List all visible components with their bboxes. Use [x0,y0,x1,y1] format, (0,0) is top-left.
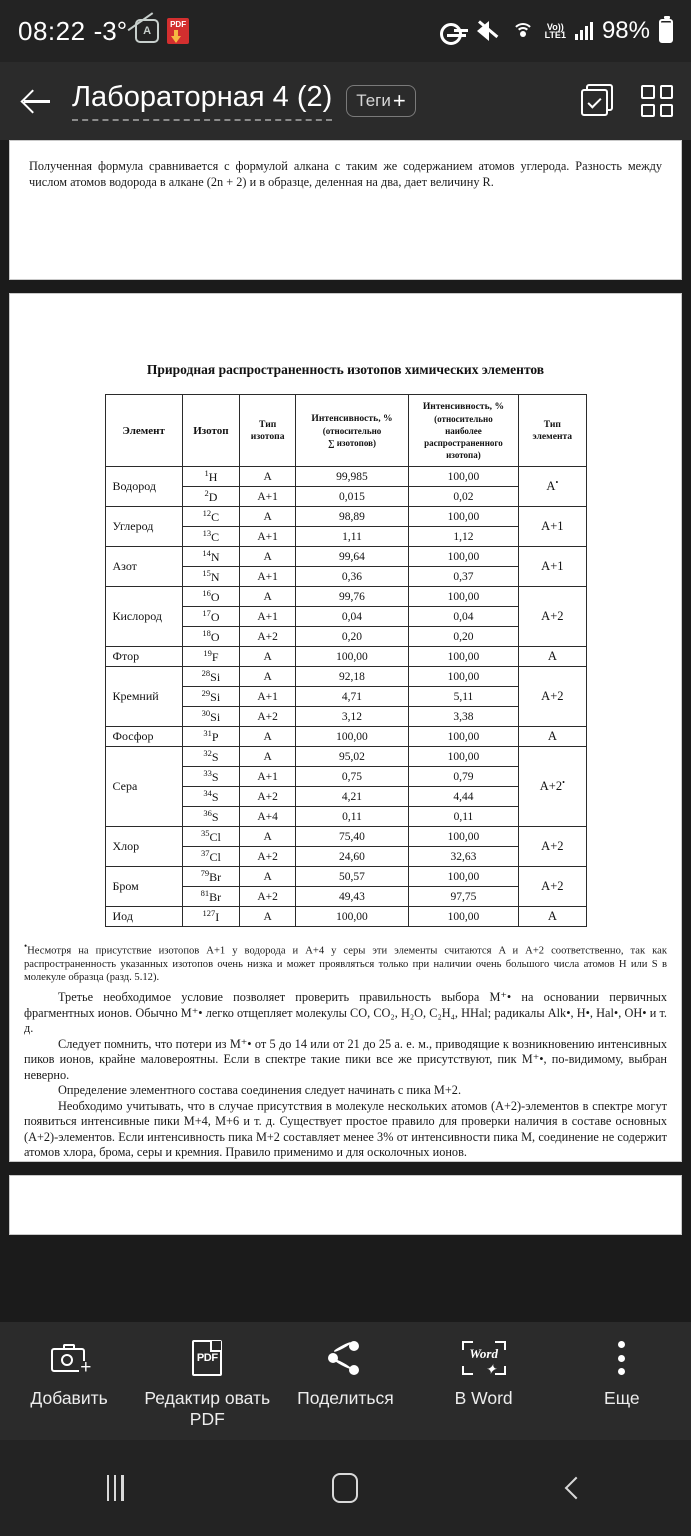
cell-isotope: $^{34}$S [182,787,239,807]
table-row [105,667,586,687]
cell-intensity-sum: 49,43 [296,887,408,907]
isotope-abundance-table [105,394,587,927]
toolbar-item-edit-pdf[interactable] [143,1338,271,1430]
share-icon [328,1338,362,1378]
cell-intensity-relative: 1,12 [408,527,518,547]
app-bar [0,62,691,140]
cell-isotope-type: A+4 [240,807,296,827]
table-row [105,747,586,767]
cell-element-type: A+1 [519,547,586,587]
cell-intensity-sum: 1,11 [296,527,408,547]
cell-isotope: $^{18}$O [182,627,239,647]
cell-isotope-type: A [240,467,296,487]
cell-intensity-sum: 24,60 [296,847,408,867]
intensity-sum-l3: ∑ изотопов) [328,437,376,448]
table-row [105,907,586,927]
cell-element-type: A [519,647,586,667]
cell-intensity-relative: 0,37 [408,567,518,587]
cell-intensity-relative: 3,38 [408,707,518,727]
system-nav-bar [0,1440,691,1536]
cell-isotope-type: A+1 [240,767,296,787]
cell-isotope: $^{28}$Si [182,667,239,687]
status-bar-right [440,17,673,45]
intensity-sum-l1: Интенсивность, % [311,412,393,424]
cell-element-type: A+2 [519,827,586,867]
document-page-1 [9,140,682,280]
cell-intensity-sum: 99,985 [296,467,408,487]
intensity-rel-l5: изотопа) [446,449,481,460]
cell-intensity-relative: 0,04 [408,607,518,627]
volte-icon [545,23,566,39]
cell-element: Хлор [105,827,182,867]
status-clock: 08:22 [18,15,86,46]
status-bar [0,0,691,62]
cell-intensity-sum: 98,89 [296,507,408,527]
cell-isotope-type: A [240,547,296,567]
pdf-edit-icon: PDF [192,1338,222,1378]
grid-view-icon[interactable] [641,85,673,117]
cell-isotope: $^{36}$S [182,807,239,827]
cell-intensity-sum: 0,04 [296,607,408,627]
cell-element: Фосфор [105,727,182,747]
cell-element: Фтор [105,647,182,667]
col-header-intensity-relative [408,395,518,467]
more-vertical-icon [618,1338,626,1378]
table-header-row [105,395,586,467]
cell-isotope-type: A [240,667,296,687]
col-header-intensity-sum [296,395,408,467]
cell-isotope-type: A [240,827,296,847]
cell-intensity-relative: 100,00 [408,827,518,847]
table-row [105,467,586,487]
cell-intensity-relative: 100,00 [408,907,518,927]
battery-percent-label: 98% [601,17,650,44]
cell-isotope: $^{17}$O [182,607,239,627]
select-pages-icon[interactable] [581,84,615,118]
cell-element-type: A+1 [519,507,586,547]
cell-isotope-type: A+2 [240,787,296,807]
cell-intensity-sum: 100,00 [296,907,408,927]
cell-intensity-relative: 32,63 [408,847,518,867]
cell-element: Сера [105,747,182,827]
camera-add-icon: + [51,1338,87,1378]
cell-intensity-sum: 99,76 [296,587,408,607]
cell-isotope-type: A [240,907,296,927]
page2-paragraph-2: Следует помнить, что потери из М⁺• от 5 до 14 или от 21 до 25 а. е. м., приводящие к возникновению интенсивных пиков ионов, крайне маловероятны. Если в спектре такие пики все же присутствуют, пик М⁺•, по-видимому, выбран неверно. [24,1036,667,1082]
cell-intensity-sum: 100,00 [296,647,408,667]
battery-icon [659,19,673,43]
cell-intensity-sum: 100,00 [296,727,408,747]
toolbar-item-add[interactable] [5,1338,133,1409]
cell-intensity-sum: 4,71 [296,687,408,707]
cell-intensity-relative: 100,00 [408,867,518,887]
page2-paragraph-4: Необходимо учитывать, что в случае присутствия в молекуле нескольких атомов (A+2)-элементов в спектре могут появиться интенсивные пики M+4, M+6 и т. д. Существует простое правило для проверки наличия в составе основных (A+2)-элементов. Если интенсивность пика M+2 составляет менее 3% от интенсивности пика M, соединение не содержит атомов хлора, брома, серы и кремния. Правило применимо и для осколочных ионов. [24,1098,667,1160]
mute-icon [477,21,501,41]
cell-isotope: $^{19}$F [182,647,239,667]
cell-isotope: $^{30}$Si [182,707,239,727]
cell-intensity-sum: 0,11 [296,807,408,827]
table-row [105,587,586,607]
cell-isotope-type: A+2 [240,627,296,647]
page2-body-text [24,990,667,1161]
col-header-isotope: Изотоп [182,395,239,467]
cell-isotope-type: A+1 [240,487,296,507]
cell-intensity-sum: 0,36 [296,567,408,587]
intensity-rel-l4: распространенного [424,437,503,448]
status-bar-left [18,16,189,47]
cell-intensity-sum: 0,20 [296,627,408,647]
recents-icon [107,1475,124,1501]
cell-isotope: $^{37}$Cl [182,847,239,867]
cell-element-type: A [519,727,586,747]
intensity-rel-l2: (относительно [434,413,493,424]
plus-icon: + [392,88,406,113]
cell-isotope-type: A [240,507,296,527]
intensity-rel-l3: наиболее [445,425,482,436]
volte-top-label: Vo)) [546,22,564,32]
table-row [105,647,586,667]
cell-isotope: $^{16}$O [182,587,239,607]
footnote-text: Несмотря на присутствие изотопов A+1 у водорода и A+4 у серы эти элементы считаются A и A+2 соответственно, так как распространенность указанных изотопов очень низка и может проявляться только при наличии очень большого числа атомов H или S в молекуле образца (разд. 5.12). [24,945,667,983]
wifi-icon [510,21,536,41]
tags-label: Теги [356,91,391,110]
cell-element: Азот [105,547,182,587]
cell-isotope-type: A [240,587,296,607]
cell-intensity-relative: 100,00 [408,727,518,747]
cell-element-type: A• [519,467,586,507]
cell-intensity-sum: 99,64 [296,547,408,567]
cell-isotope-type: A [240,647,296,667]
col-header-element: Элемент [105,395,182,467]
intensity-sum-l2: (относительно [322,425,382,436]
cell-isotope-type: A [240,747,296,767]
back-icon [564,1477,587,1500]
cell-intensity-sum: 95,02 [296,747,408,767]
back-button[interactable] [18,81,58,121]
col-header-element-type [519,395,586,467]
cell-isotope: $^{31}$P [182,727,239,747]
cell-isotope-type: A [240,867,296,887]
cell-intensity-sum: 50,57 [296,867,408,887]
table-head [105,395,586,467]
cell-isotope-type: A+2 [240,707,296,727]
toolbar-label-add: Добавить [30,1388,108,1408]
cell-isotope: $^1$H [182,467,239,487]
table-row [105,867,586,887]
volte-bottom-label: LTE1 [544,30,566,40]
cell-isotope: $^{127}$I [182,907,239,927]
translate-icon: A [135,19,159,43]
col-header-isotope-type-l2: изотопа [250,430,285,442]
table-footnote [24,940,667,984]
col-header-isotope-type [240,395,296,467]
nav-home-button[interactable] [285,1458,405,1518]
cell-isotope: $^{81}$Br [182,887,239,907]
cell-intensity-relative: 100,00 [408,507,518,527]
toolbar-label-more: Еще [604,1388,640,1408]
cell-isotope-type: A+2 [240,847,296,867]
cell-isotope: $^{13}$C [182,527,239,547]
cell-intensity-relative: 0,20 [408,627,518,647]
cell-isotope-type: A [240,727,296,747]
element-type-l1: Тип [543,418,561,430]
table-body [105,467,586,927]
vpn-key-icon [440,23,468,39]
cell-isotope: $^{79}$Br [182,867,239,887]
cell-intensity-sum: 3,12 [296,707,408,727]
cell-isotope: $^{33}$S [182,767,239,787]
cell-isotope: $^{12}$C [182,507,239,527]
document-page-3 [9,1175,682,1235]
cell-intensity-relative: 97,75 [408,887,518,907]
cell-intensity-relative: 100,00 [408,747,518,767]
document-viewer[interactable] [0,140,691,1322]
cell-intensity-sum: 0,015 [296,487,408,507]
cell-element: Кислород [105,587,182,647]
cell-intensity-relative: 100,00 [408,667,518,687]
page1-paragraph: Полученная формула сравнивается с формулой алкана с таким же содержанием атомов углерода. Разность между числом атомов водорода в алкане (2n + 2) и в образце, деленная на два, дает величину R. [29,159,662,189]
footnote-star-icon: • [24,941,28,951]
cell-isotope-type: A+1 [240,567,296,587]
cell-element: Водород [105,467,182,507]
cell-element-type: A+2 [519,867,586,907]
cell-intensity-sum: 75,40 [296,827,408,847]
cell-intensity-relative: 100,00 [408,587,518,607]
col-header-isotope-type-l1: Тип [259,418,277,430]
home-icon [332,1473,358,1503]
intensity-rel-l1: Интенсивность, % [422,400,505,412]
cell-intensity-relative: 100,00 [408,467,518,487]
cell-isotope: $^2$D [182,487,239,507]
cell-intensity-relative: 100,00 [408,647,518,667]
table-row [105,727,586,747]
cell-isotope-type: A+1 [240,527,296,547]
cell-intensity-sum: 92,18 [296,667,408,687]
bottom-toolbar [0,1322,691,1440]
pdf-download-icon: PDF [167,18,189,44]
cell-intensity-relative: 4,44 [408,787,518,807]
signal-bars-icon [575,22,593,40]
cell-element-type: A+2 [519,587,586,647]
cell-intensity-relative: 0,79 [408,767,518,787]
page2-paragraph-3: Определение элементного состава соединения следует начинать с пика М+2. [58,1083,462,1098]
cell-element: Бром [105,867,182,907]
element-type-l2: элемента [532,430,573,442]
table-row [105,507,586,527]
table-row [105,827,586,847]
cell-intensity-sum: 4,21 [296,787,408,807]
nav-recents-button[interactable] [55,1458,175,1518]
cell-isotope: $^{29}$Si [182,687,239,707]
cell-isotope-type: A+1 [240,607,296,627]
cell-element: Углерод [105,507,182,547]
cell-isotope: $^{32}$S [182,747,239,767]
cell-element: Иод [105,907,182,927]
toolbar-item-share[interactable] [281,1338,409,1409]
cell-isotope: $^{14}$N [182,547,239,567]
cell-isotope: $^{35}$Cl [182,827,239,847]
cell-element: Кремний [105,667,182,727]
page2-paragraph-1: Третье необходимое условие позволяет проверить правильность выбора М⁺• на основании первичных фрагментных ионов. Обычно М⁺• легко отщепляет молекулы CO, CO₂, H₂O, C₂H₄, HHal; радикалы Alk•, H•, Hal•, OH• и т. д. [24,990,667,1036]
document-title[interactable]: Лабораторная 4 (2) [72,81,332,121]
cell-intensity-relative: 0,11 [408,807,518,827]
cell-isotope-type: A+2 [240,887,296,907]
cell-isotope-type: A+1 [240,687,296,707]
toolbar-item-more[interactable] [558,1338,686,1409]
toolbar-label-to-word: В Word [454,1388,513,1408]
cell-isotope: $^{15}$N [182,567,239,587]
status-temperature: -3° [93,15,128,46]
toolbar-label-edit-pdf: Редактир овать PDF [144,1388,271,1429]
cell-intensity-relative: 0,02 [408,487,518,507]
toolbar-label-share: Поделиться [297,1388,394,1408]
toolbar-item-to-word[interactable] [420,1338,548,1409]
cell-element-type: A+2 [519,667,586,727]
cell-intensity-sum: 0,75 [296,767,408,787]
app-bar-actions [581,84,673,118]
document-page-2 [9,293,682,1162]
cell-intensity-relative: 5,11 [408,687,518,707]
table-row [105,547,586,567]
cell-element-type: A [519,907,586,927]
table-title: Природная распространенность изотопов химических элементов [146,362,545,377]
word-export-icon: Word ✦ [462,1338,506,1378]
tags-button[interactable] [346,85,415,117]
cell-element-type: A+2• [519,747,586,827]
nav-back-button[interactable] [516,1458,636,1518]
cell-intensity-relative: 100,00 [408,547,518,567]
